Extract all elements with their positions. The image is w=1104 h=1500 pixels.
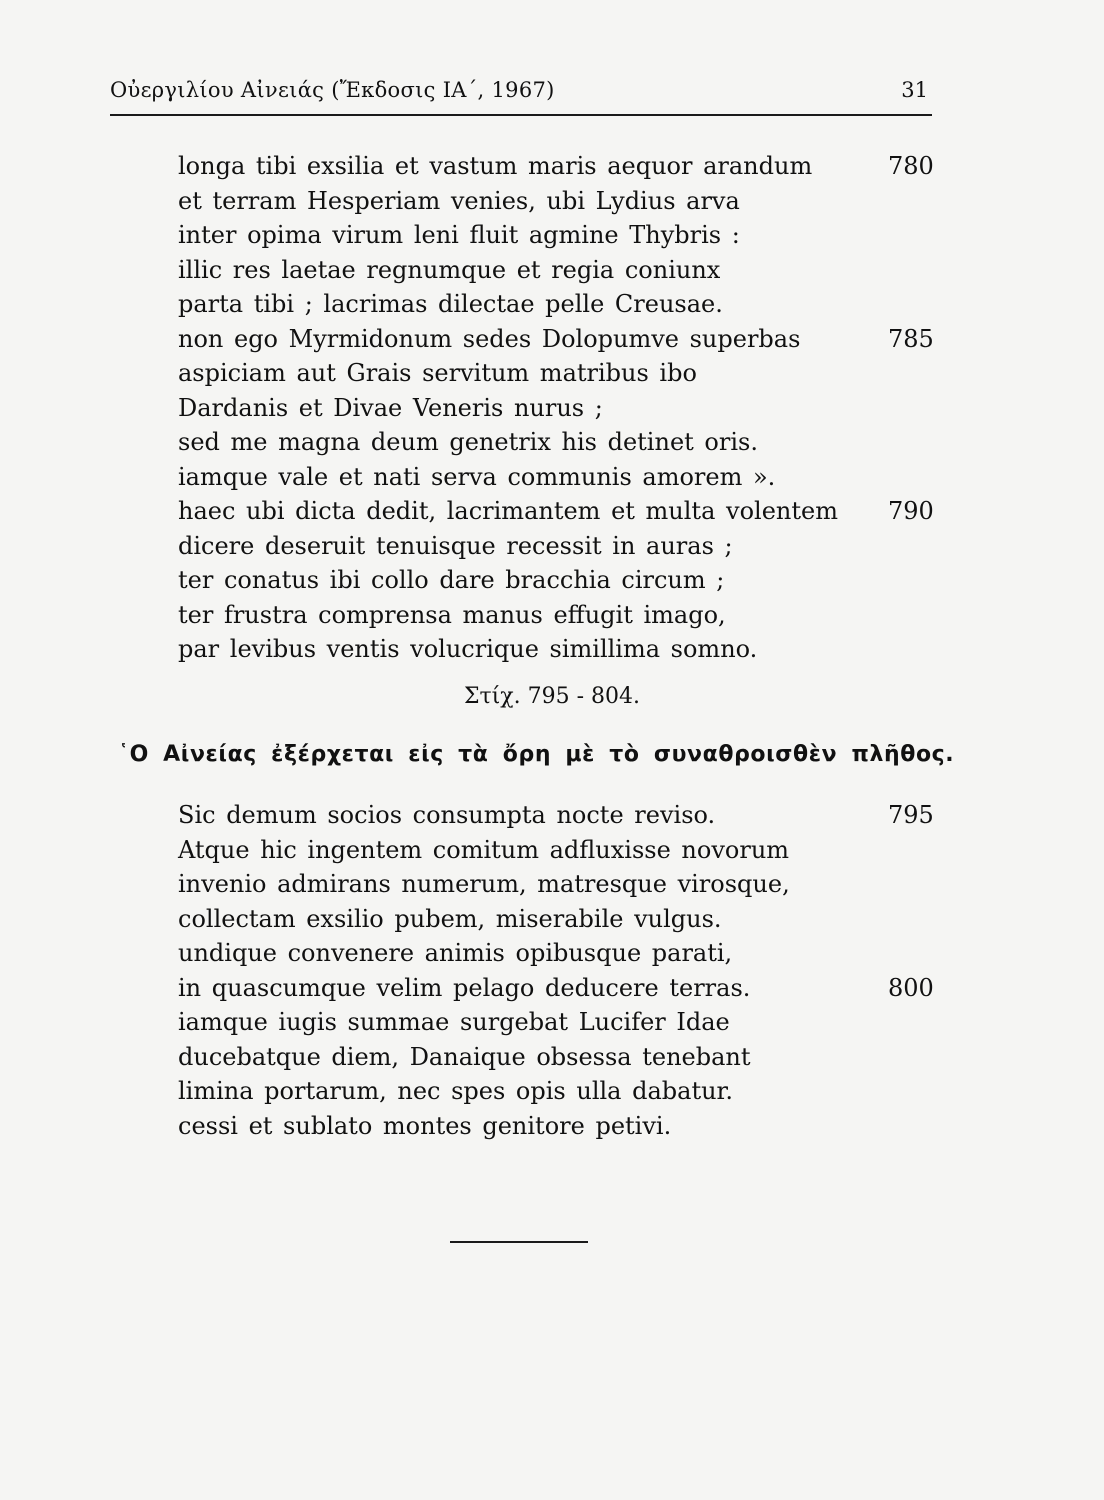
verse-line: longa tibi exsilia et vastum maris aequor arandum 780	[178, 149, 938, 184]
line-number: 790	[888, 497, 934, 525]
line-number: 795	[888, 801, 934, 829]
running-header	[110, 78, 932, 116]
verse-line: undique convenere animis opibusque parati,	[178, 939, 733, 967]
verse-line: non ego Myrmidonum sedes Dolopumve superbas 785	[178, 322, 938, 357]
verse-line: ter conatus ibi collo dare bracchia circum ;	[178, 566, 725, 594]
line-number: 780	[888, 152, 934, 180]
verse-line: aspiciam aut Grais servitum matribus ibo	[178, 359, 697, 387]
section-heading: ῾Ο Αἰνείας ἐξέρχεται εἰς τὰ ὄρη μὲ τὸ συναθροισθὲν πλῆθος.	[118, 742, 955, 767]
verse-line: limina portarum, nec spes opis ulla dabatur.	[178, 1077, 734, 1105]
verse-line: ducebatque diem, Danaique obsessa tenebant	[178, 1042, 751, 1071]
verse-line: in quascumque velim pelago deducere terras. 800	[178, 971, 938, 1006]
verse-line: et terram Hesperiam venies, ubi Lydius arva	[178, 186, 740, 215]
verse-passage-795-804	[178, 798, 938, 1143]
verse-line: collectam exsilio pubem, miserabile vulgus.	[178, 904, 722, 933]
line-number: 785	[888, 324, 934, 353]
section-range: Στίχ. 795 - 804.	[463, 684, 641, 709]
verse-line: illic res laetae regnumque et regia coniunx	[178, 255, 721, 284]
closing-divider	[450, 1241, 588, 1243]
verse-line: haec ubi dicta dedit, lacrimantem et multa volentem 790	[178, 494, 938, 529]
line-number: 800	[888, 973, 934, 1002]
verse-passage-780-794	[178, 149, 938, 667]
verse-line: iamque iugis summae surgebat Lucifer Idae	[178, 1008, 730, 1036]
verse-line: cessi et sublato montes genitore petivi.	[178, 1111, 672, 1140]
verse-line: Sic demum socios consumpta nocte reviso. 795	[178, 798, 938, 833]
verse-line: parta tibi ; lacrimas dilectae pelle Creusae.	[178, 290, 723, 318]
verse-line: sed me magna deum genetrix his detinet oris.	[178, 428, 758, 456]
verse-line: inter opima virum leni fluit agmine Thybris :	[178, 221, 740, 249]
header-title: Οὐεργιλίου Αἰνειάς (Ἔκδοσις ΙΑ΄, 1967)	[110, 78, 555, 102]
page-number: 31	[901, 78, 928, 102]
verse-line: invenio admirans numerum, matresque virosque,	[178, 870, 790, 898]
verse-line: Atque hic ingentem comitum adfluxisse novorum	[178, 835, 790, 864]
verse-line: par levibus ventis volucrique simillima somno.	[178, 635, 758, 663]
verse-line: iamque vale et nati serva communis amorem ».	[178, 462, 776, 491]
verse-line: dicere deseruit tenuisque recessit in auras ;	[178, 531, 733, 560]
verse-line: Dardanis et Divae Veneris nurus ;	[178, 393, 603, 422]
verse-line: ter frustra comprensa manus effugit imago,	[178, 600, 726, 629]
